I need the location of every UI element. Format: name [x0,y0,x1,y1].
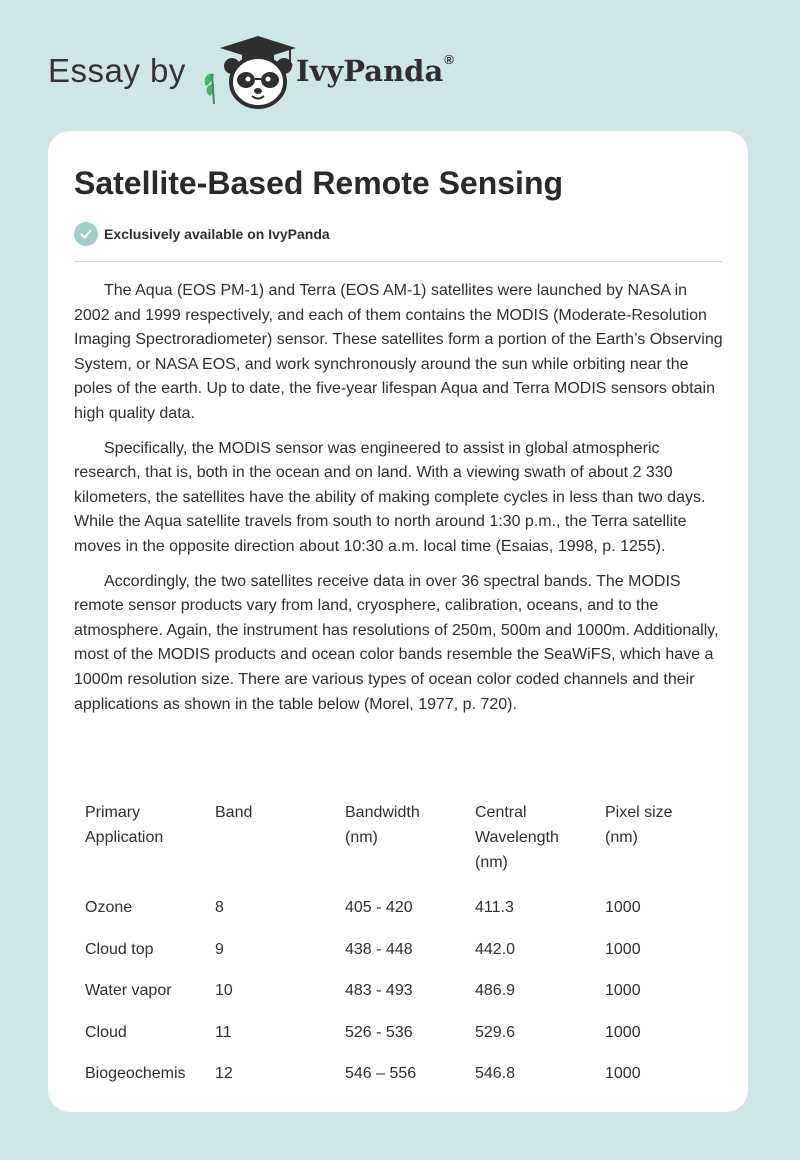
cell-bandwidth: 405 - 420 [345,899,413,916]
cell-application: Cloud top [85,940,154,958]
table-row [74,933,724,975]
header-primary-application: Primary Application [85,804,164,846]
cell-pixel-size: 1000 [605,1065,641,1082]
essay-card [48,131,748,1112]
brand-text: IvyPanda [296,54,444,88]
cell-central-wavelength: 486.9 [475,982,516,999]
header-bandwidth: Bandwidth (nm) [345,804,420,846]
table-header-row [74,798,724,891]
header-pixel-size: Pixel size (nm) [605,804,673,846]
header-band: Band [215,804,253,821]
paragraph-1: The Aqua (EOS PM-1) and Terra (EOS AM-1) satellites were launched by NASA in 2002 and 1999 respectively, and each of them contains the MODIS (Moderate-Resolution Imaging Spectroradiometer) sensor. These satellites form a portion of the Earth’s Observing System, or NASA EOS, and work synchronously around the sun while orbiting near the poles of the earth. Up to date, the five-year lifespan Aqua and Terra MODIS sensors obtain high quality data. [74,282,723,422]
cell-bandwidth: 483 - 493 [345,982,413,999]
table-row [74,974,724,1016]
exclusive-badge-label: Exclusively available on IvyPanda [104,226,330,242]
paragraph-2: Specifically, the MODIS sensor was engineered to assist in global atmospheric research, that is, both in the ocean and on land. With a viewing swath of about 2 330 kilometers, the satellites have the ability of making complete cycles in less than two days. While the Aqua satellite travels from south to north around 1:30 p.m., the Terra satellite moves in the opposite direction about 10:30 a.m. local time (Esaias, 1998, p. 1255). [74,439,706,555]
modis-bands-table [74,798,724,1099]
essay-body [74,279,724,727]
cell-application: Cloud [85,1023,127,1041]
cell-band: 9 [215,940,224,958]
cell-pixel-size: 1000 [605,982,641,999]
cell-central-wavelength: 411.3 [475,899,514,916]
table-row [74,891,724,933]
title-divider [74,261,722,262]
cell-band: 11 [215,1023,232,1041]
essay-by-label: Essay by [48,52,186,89]
cell-central-wavelength: 546.8 [475,1065,516,1082]
table-row [74,1016,724,1058]
registered-mark: ® [444,52,454,67]
cell-pixel-size: 1000 [605,940,641,958]
panda-logo-icon[interactable] [198,34,298,110]
cell-application: Water vapor [85,982,172,999]
cell-bandwidth: 546 – 556 [345,1065,417,1082]
cell-pixel-size: 1000 [605,899,641,916]
cell-central-wavelength: 442.0 [475,940,516,958]
cell-application: Ozone [85,899,133,916]
essay-title: Satellite-Based Remote Sensing [74,165,564,201]
cell-band: 8 [215,899,224,916]
cell-bandwidth: 438 - 448 [345,940,413,958]
header-central-wavelength: Central Wavelength (nm) [475,804,559,871]
table-row [74,1057,724,1099]
cell-band: 10 [215,982,233,999]
brand-name[interactable] [296,54,453,88]
cell-band: 12 [215,1065,233,1082]
paragraph-3: Accordingly, the two satellites receive data in over 36 spectral bands. The MODIS remote sensor products vary from land, cryosphere, calibration, oceans, and to the atmosphere. Again, the instrument has resolutions of 250m, 500m and 1000m. Additionally, most of the MODIS products and ocean color bands resemble the SeaWiFS, which have a 1000m resolution size. There are various types of ocean color coded channels and their applications as shown in the table below (Morel, 1977, p. 720). [74,572,719,713]
check-circle-icon [74,222,98,246]
site-header [48,34,528,110]
cell-central-wavelength: 529.6 [475,1023,516,1041]
exclusive-badge [74,222,330,246]
cell-bandwidth: 526 - 536 [345,1023,413,1041]
cell-pixel-size: 1000 [605,1023,641,1041]
cell-application: Biogeochemis [85,1065,186,1082]
